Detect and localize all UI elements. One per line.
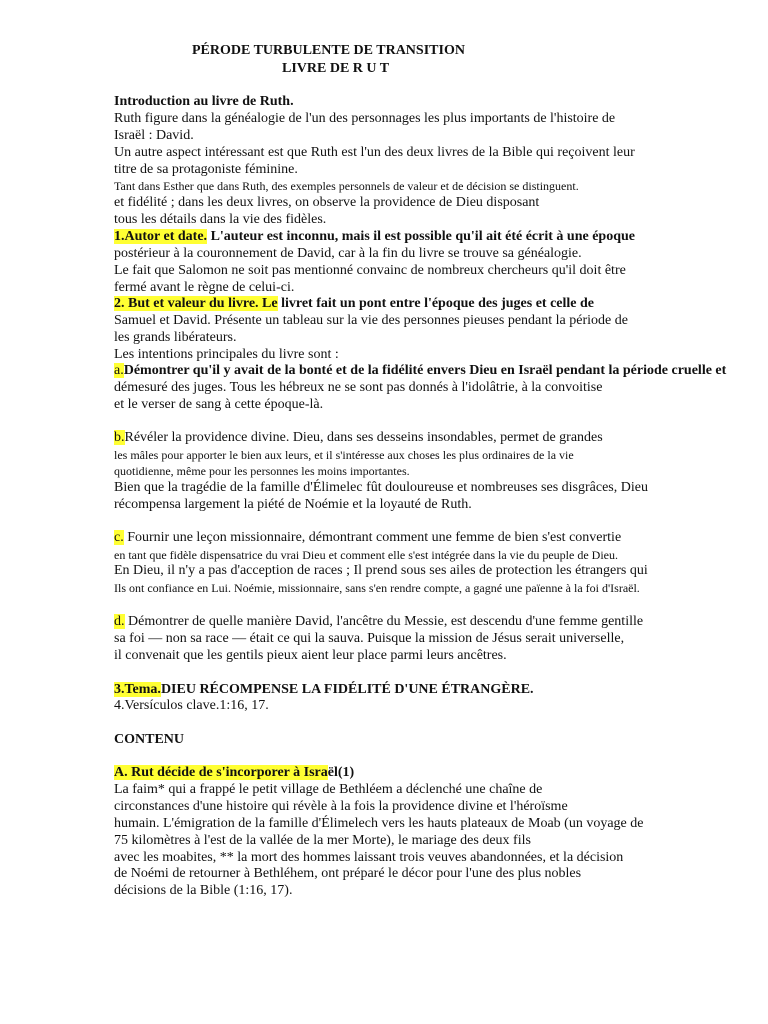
point-text: Démontrer de quelle manière David, l'ancêtre du Messie, est descendu d'une femme gentille: [124, 614, 644, 629]
point-c-line: Ils ont confiance en Lui. Noémie, missionnaire, sans s'en rendre compte, a gagné une païenne à la foi d'Israël.: [114, 581, 640, 595]
highlight-label: a.: [114, 363, 124, 378]
point-d-line: il convenait que les gentils pieux aient leur place parmi leurs ancêtres.: [114, 648, 507, 663]
point-b-line: les mâles pour apporter le bien aux leurs, et il s'intéresse aux choses les plus ordinaires de la vie: [114, 448, 574, 462]
contenu-heading: CONTENU: [114, 732, 185, 747]
point-c-heading: [114, 530, 621, 546]
highlight-label: A. Rut décide de s'incorporer à Isra: [114, 765, 328, 780]
contenu-line: avec les moabites, ** la mort des hommes laissant trois veuves abandonnées, et la décision: [114, 850, 624, 865]
document-subtitle: LIVRE DE R U T: [282, 61, 390, 76]
contenu-line: décisions de la Bible (1:16, 17).: [114, 883, 293, 898]
point-c-line: en tant que fidèle dispensatrice du vrai Dieu et comment elle s'est intégrée dans la vie du peuple de Dieu.: [114, 548, 618, 562]
point-a-line: démesuré des juges. Tous les hébreux ne se sont pas donnés à l'idolâtrie, à la convoitise: [114, 380, 603, 395]
intro-line: Ruth figure dans la généalogie de l'un des personnages les plus importants de l'histoire de: [114, 111, 616, 126]
point-b-heading: [114, 430, 603, 446]
intro-line: Israël : David.: [114, 128, 194, 143]
highlight-label: 3.Tema.: [114, 682, 161, 697]
section-2-line: Samuel et David. Présente un tableau sur la vie des personnes pieuses pendant la période de: [114, 313, 628, 328]
intro-line: Un autre aspect intéressant est que Ruth est l'un des deux livres de la Bible qui reçoivent leur: [114, 145, 635, 160]
highlight-label: d.: [114, 614, 125, 629]
intro-line: titre de sa protagoniste féminine.: [114, 162, 298, 177]
contenu-line: humain. L'émigration de la famille d'Élimelech vers les hauts plateaux de Moab (un voyage de: [114, 816, 644, 831]
point-text: Révéler la providence divine. Dieu, dans ses desseins insondables, permet de grandes: [124, 430, 603, 445]
point-b-line: quotidienne, même pour les personnes les moins importantes.: [114, 464, 410, 478]
contenu-line: de Noémi de retourner à Bethléhem, ont préparé le décor pour l'une des plus nobles: [114, 866, 582, 881]
intro-heading: Introduction au livre de Ruth.: [114, 94, 294, 109]
highlight-label: 2. But et valeur du livre. Le: [114, 296, 278, 311]
section-text: DIEU RÉCOMPENSE LA FIDÉLITÉ D'UNE ÉTRANGÈRE.: [160, 682, 534, 697]
point-b-line: récompensa largement la piété de Noémie et la loyauté de Ruth.: [114, 497, 472, 512]
section-1-line: Le fait que Salomon ne soit pas mentionné convainc de nombreux chercheurs qu'il doit être: [114, 263, 626, 278]
section-2-line: Les intentions principales du livre sont :: [114, 347, 339, 362]
point-c-line: En Dieu, il n'y a pas d'acception de races ; Il prend sous ses ailes de protection les étrangers qui: [114, 563, 648, 578]
highlight-label: c.: [114, 530, 124, 545]
point-a-heading: [114, 363, 726, 379]
section-4-line: 4.Versículos clave.1:16, 17.: [114, 698, 269, 713]
section-3-heading: [114, 682, 534, 698]
document-title: PÉRODE TURBULENTE DE TRANSITION: [192, 43, 465, 58]
point-d-line: sa foi — non sa race — était ce qui la sauva. Puisque la mission de Jésus serait universelle,: [114, 631, 625, 646]
section-1-line: fermé avant le règne de celui-ci.: [114, 280, 295, 295]
section-text: livret fait un pont entre l'époque des juges et celle de: [277, 296, 594, 311]
point-text: Démontrer qu'il y avait de la bonté et de la fidélité envers Dieu en Israël pendant la période cruelle et: [123, 363, 727, 378]
contenu-line: circonstances d'une histoire qui révèle à la fois la providence divine et l'héroïsme: [114, 799, 568, 814]
section-1-heading: [114, 229, 635, 245]
intro-line: tous les détails dans la vie des fidèles.: [114, 212, 327, 227]
section-2-line: les grands libérateurs.: [114, 330, 237, 345]
point-text: Fournir une leçon missionnaire, démontrant comment une femme de bien s'est convertie: [123, 530, 622, 545]
section-1-line: postérieur à la couronnement de David, car à la fin du livre se trouve sa généalogie.: [114, 246, 582, 261]
section-text: L'auteur est inconnu, mais il est possible qu'il ait été écrit à une époque: [207, 229, 635, 244]
intro-line: Tant dans Esther que dans Ruth, des exemples personnels de valeur et de décision se distinguent.: [114, 179, 579, 193]
point-b-line: Bien que la tragédie de la famille d'Élimelec fût douloureuse et nombreuses ses disgrâces, Dieu: [114, 480, 648, 495]
intro-line: et fidélité ; dans les deux livres, on observe la providence de Dieu disposant: [114, 195, 540, 210]
point-d-heading: [114, 614, 643, 630]
highlight-label: b.: [114, 430, 125, 445]
highlight-label: 1.Autor et date.: [114, 229, 208, 244]
contenu-a-heading: [114, 765, 354, 781]
point-a-line: et le verser de sang à cette époque-là.: [114, 397, 324, 412]
contenu-line: La faim* qui a frappé le petit village de Bethléem a déclenché une chaîne de: [114, 782, 543, 797]
contenu-line: 75 kilomètres à l'est de la vallée de la mer Morte), le mariage des deux fils: [114, 833, 531, 848]
section-2-heading: [114, 296, 594, 312]
section-text: ël(1): [327, 765, 355, 780]
